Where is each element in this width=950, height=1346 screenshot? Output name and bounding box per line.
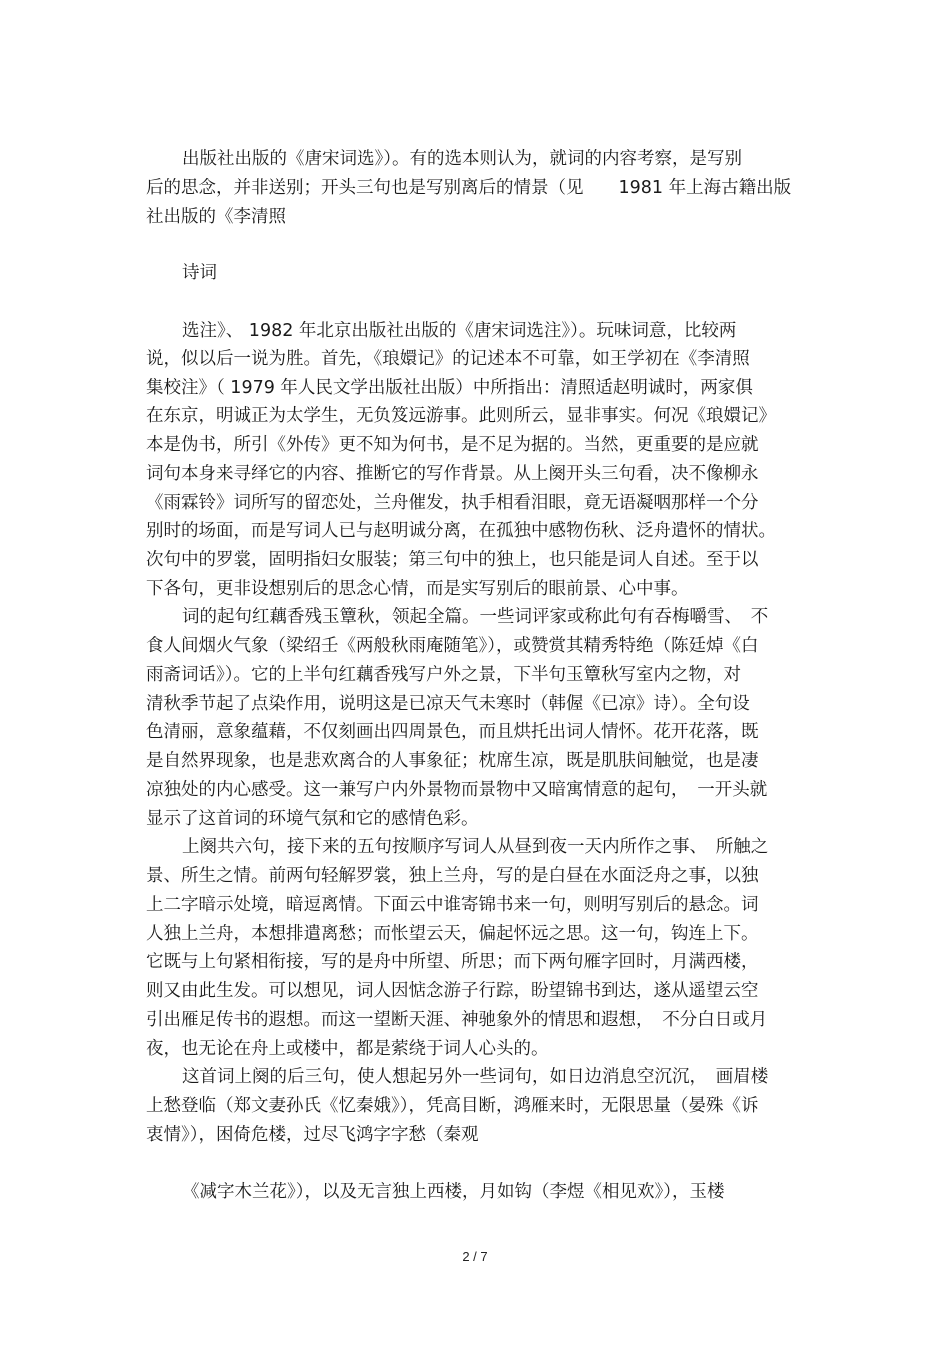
text-line: 在东京，明诚正为太学生，无负笈远游事。此则所云，显非事实。何况《琅嬛记》	[146, 406, 776, 426]
text-line: 《减字木兰花》），以及无言独上西楼，月如钩（李煜《相见欢》），玉楼	[182, 1182, 725, 1202]
text-line: 是自然界现象，也是悲欢离合的人事象征；枕席生凉，既是肌肤间触觉，也是凄	[146, 751, 759, 771]
text-line: 景、所生之情。前两句轻解罗裳，独上兰舟，写的是白昼在水面泛舟之事，以独	[146, 866, 759, 886]
text-line: 出版社出版的《唐宋词选》）。有的选本则认为，就词的内容考察，是写别	[182, 149, 742, 169]
text-line: 人独上兰舟，本想排遣离愁；而怅望云天，偏起怀远之思。这一句，钩连上下。	[146, 924, 759, 944]
text-line: 衷情》），困倚危楼，过尽飞鸿字字愁（秦观	[146, 1125, 479, 1145]
text-line: 色清丽，意象蕴藉，不仅刻画出四周景色，而且烘托出词人情怀。花开花落，既	[146, 722, 759, 742]
text-line: 上二字暗示处境，暗逗离情。下面云中谁寄锦书来一句，则明写别后的悬念。词	[146, 895, 759, 915]
text-line: 词句本身来寻绎它的内容、推断它的写作背景。从上阕开头三句看，决不像柳永	[146, 464, 759, 484]
text-line: 清秋季节起了点染作用，说明这是已凉天气未寒时（韩偓《已凉》诗）。全句设	[146, 694, 750, 714]
text-line: 集校注》（ 1979 年人民文学出版社出版）中所指出：清照适赵明诚时，两家俱	[146, 378, 753, 398]
text-line: 显示了这首词的环境气氛和它的感情色彩。	[146, 809, 479, 829]
text-line: 这首词上阕的后三句，使人想起另外一些词句，如日边消息空沉沉， 画眉楼	[182, 1067, 769, 1087]
text-line: 说，似以后一说为胜。首先，《琅嬛记》的记述本不可靠，如王学初在《李清照	[146, 349, 750, 369]
text-line: 《雨霖铃》词所写的留恋处，兰舟催发，执手相看泪眼，竟无语凝咽那样一个分	[146, 493, 759, 513]
text-line: 它既与上句紧相衔接，写的是舟中所望、所思；而下两句雁字回时，月满西楼，	[146, 952, 759, 972]
text-line: 食人间烟火气象（梁绍壬《两般秋雨庵随笔》），或赞赏其精秀特绝（陈廷焯《白	[146, 636, 759, 656]
text-line: 后的思念，并非送别；开头三句也是写别离后的情景（见 1981 年上海古籍出版	[146, 178, 792, 198]
text-line: 凉独处的内心感受。这一兼写户内外景物而景物中又暗寓情意的起句， 一开头就	[146, 780, 768, 800]
text-line: 诗词	[182, 263, 217, 283]
text-line: 夜，也无论在舟上或楼中，都是萦绕于词人心头的。	[146, 1039, 549, 1059]
text-line: 词的起句红藕香残玉簟秋，领起全篇。一些词评家或称此句有吞梅嚼雪、 不	[182, 607, 769, 627]
text-line: 引出雁足传书的遐想。而这一望断天涯、神驰象外的情思和遐想， 不分白日或月	[146, 1010, 768, 1030]
text-line: 本是伪书，所引《外传》更不知为何书，是不足为据的。当然，更重要的是应就	[146, 435, 759, 455]
text-line: 下各句，更非设想别后的思念心情，而是实写别后的眼前景、心中事。	[146, 579, 689, 599]
page-number: 2 / 7	[462, 1249, 488, 1264]
text-line: 选注》、 1982 年北京出版社出版的《唐宋词选注》）。玩味词意，比较两	[182, 321, 737, 341]
text-line: 则又由此生发。可以想见，词人因惦念游子行踪，盼望锦书到达，遂从遥望云空	[146, 981, 759, 1001]
text-line: 次句中的罗裳，固明指妇女服装；第三句中的独上，也只能是词人自述。至于以	[146, 550, 759, 570]
text-line: 别时的场面，而是写词人已与赵明诚分离，在孤独中感物伤秋、泛舟遣怀的情状。	[146, 521, 776, 541]
text-line: 雨斋词话》）。它的上半句红藕香残写户外之景，下半句玉簟秋写室内之物，对	[146, 665, 741, 685]
text-line: 社出版的《李清照	[146, 207, 286, 227]
text-line: 上愁登临（郑文妻孙氏《忆秦娥》），凭高目断，鸿雁来时，无限思量（晏殊《诉	[146, 1096, 759, 1116]
text-line: 上阕共六句，接下来的五句按顺序写词人从昼到夜一天内所作之事、 所触之	[182, 837, 769, 857]
